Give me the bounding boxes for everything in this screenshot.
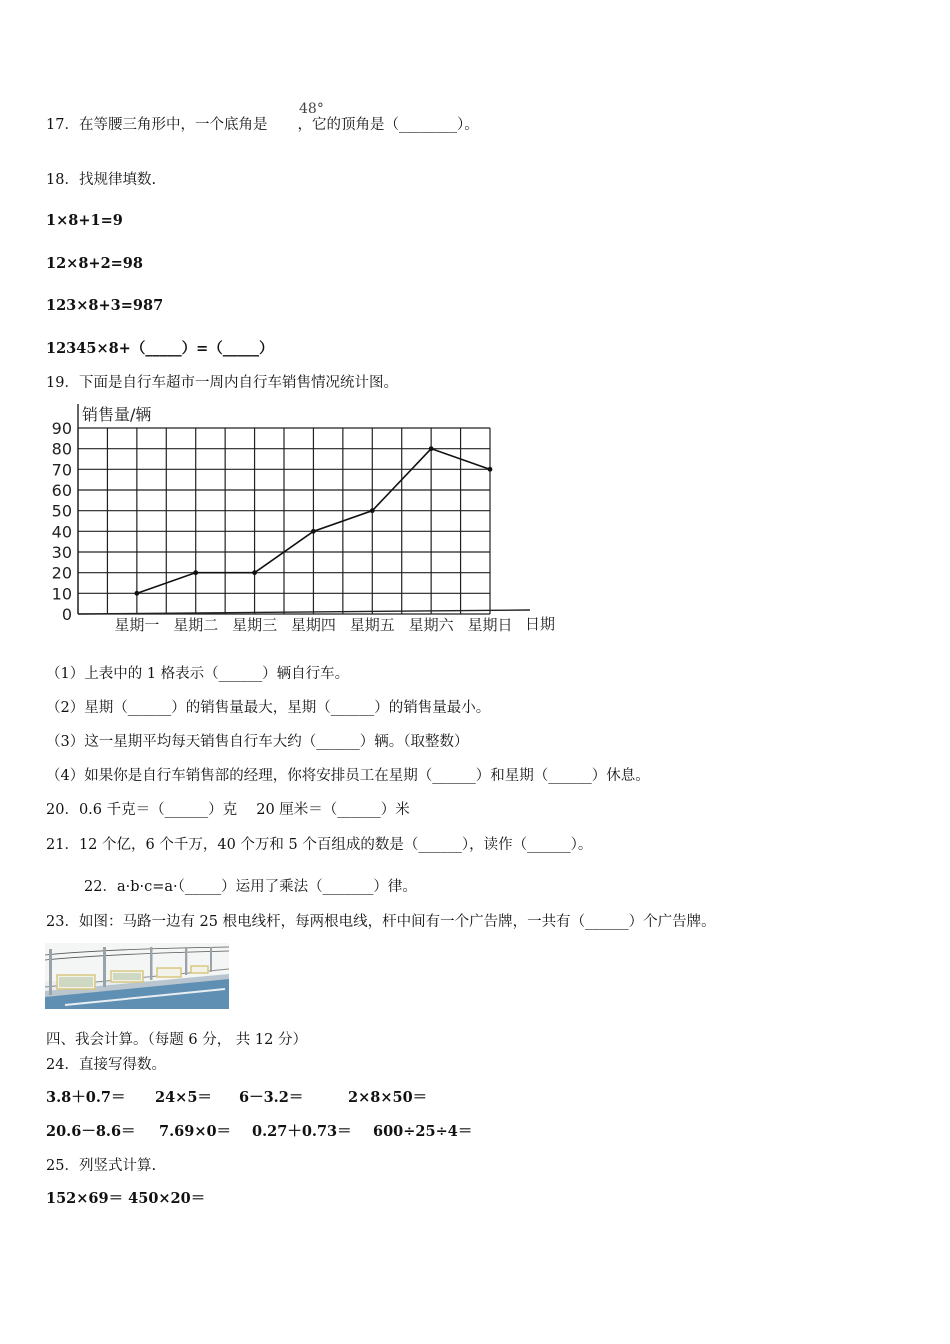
q19-sub-4: （4）如果你是自行车销售部的经理，你将安排员工在星期（______）和星期（______）休息。 bbox=[46, 768, 650, 784]
q19-sub-3: （3）这一星期平均每天销售自行车大约（______）辆。（取整数） bbox=[46, 734, 469, 750]
q18-line-3: 123×8+3=987 bbox=[46, 297, 164, 314]
q25-line: 152×69＝ 450×20＝ bbox=[46, 1190, 206, 1207]
x-tick-label: 星期五 bbox=[349, 616, 395, 634]
q19-title: 19．下面是自行车超市一周内自行车销售情况统计图。 bbox=[46, 375, 398, 391]
q19-sub-2: （2）星期（______）的销售量最大，星期（______）的销售量最小。 bbox=[46, 700, 491, 716]
data-point bbox=[311, 529, 316, 534]
y-tick-label: 10 bbox=[51, 584, 72, 604]
q17-angle: 48° bbox=[299, 101, 324, 117]
data-point bbox=[370, 508, 375, 513]
x-tick-labels bbox=[114, 616, 512, 634]
q19-sub-1: （1）上表中的 1 格表示（______）辆自行车。 bbox=[46, 666, 350, 682]
question-23: 23．如图：马路一边有 25 根电线杆，每两根电线，杆中间有一个广告牌，一共有（______）个广告牌。 bbox=[46, 914, 716, 930]
data-point bbox=[193, 570, 198, 575]
q24-r2-c2: 7.69×0＝ bbox=[159, 1123, 232, 1140]
q18-line-1: 1×8+1=9 bbox=[46, 212, 123, 229]
question-21: 21．12 个亿，6 个千万，40 个万和 5 个百组成的数是（______），读作（______）。 bbox=[46, 837, 593, 853]
section-4-heading: 四、我会计算。（每题 6 分， 共 12 分） bbox=[46, 1032, 307, 1048]
y-tick-label: 90 bbox=[51, 419, 72, 438]
y-axis-label: 销售量/辆 bbox=[82, 405, 152, 424]
chart-axes bbox=[78, 404, 530, 614]
q17-text-before: 17．在等腰三角形中，一个底角是 bbox=[46, 117, 268, 133]
y-tick-label: 80 bbox=[51, 439, 72, 459]
y-tick-label: 0 bbox=[61, 605, 72, 624]
y-tick-label: 70 bbox=[51, 460, 72, 480]
y-tick-label: 50 bbox=[51, 501, 72, 521]
question-17 bbox=[46, 115, 479, 135]
q24-r2-c1: 20.6－8.6＝ bbox=[46, 1123, 136, 1140]
x-tick-label: 星期一 bbox=[114, 616, 160, 634]
q24-r1-c2: 24×5＝ bbox=[155, 1089, 212, 1106]
x-tick-label: 星期四 bbox=[290, 616, 336, 634]
roadside-illustration bbox=[45, 943, 229, 1009]
q24-r1-c1: 3.8＋0.7＝ bbox=[46, 1089, 126, 1106]
chart-grid bbox=[78, 428, 490, 614]
q24-r2-c4: 600÷25÷4＝ bbox=[373, 1123, 473, 1140]
q24-r2-c3: 0.27＋0.73＝ bbox=[252, 1123, 352, 1140]
x-tick-label: 星期二 bbox=[173, 616, 219, 634]
y-tick-label: 20 bbox=[51, 563, 72, 583]
q25-title: 25．列竖式计算. bbox=[46, 1158, 157, 1174]
y-tick-label: 60 bbox=[51, 481, 72, 500]
data-point bbox=[488, 467, 493, 472]
question-22: 22．a·b·c=a·（_____）运用了乘法（_______）律。 bbox=[84, 879, 417, 895]
q18-title: 18．找规律填数. bbox=[46, 172, 157, 188]
y-tick-label: 40 bbox=[51, 522, 72, 542]
q24-title: 24．直接写得数。 bbox=[46, 1057, 166, 1073]
x-axis-label: 日期 bbox=[525, 615, 556, 633]
y-tick-label: 30 bbox=[51, 543, 72, 562]
data-point bbox=[252, 570, 257, 575]
q24-r1-c3: 6－3.2＝ bbox=[239, 1089, 304, 1106]
sales-line-chart bbox=[44, 398, 569, 643]
x-tick-label: 星期日 bbox=[467, 616, 513, 634]
data-point bbox=[134, 591, 139, 596]
data-point bbox=[429, 446, 434, 451]
x-tick-label: 星期三 bbox=[232, 616, 278, 634]
question-20: 20．0.6 千克＝（______）克 20 厘米＝（______）米 bbox=[46, 802, 410, 818]
q17-text-after: ，它的顶角是（________）。 bbox=[297, 117, 479, 133]
q18-line-2: 12×8+2=98 bbox=[46, 255, 143, 272]
q24-r1-c4: 2×8×50＝ bbox=[348, 1089, 428, 1106]
x-tick-label: 星期六 bbox=[408, 616, 454, 634]
y-tick-labels bbox=[52, 419, 72, 624]
q18-line-4: 12345×8+（_____）=（_____） bbox=[46, 340, 274, 357]
